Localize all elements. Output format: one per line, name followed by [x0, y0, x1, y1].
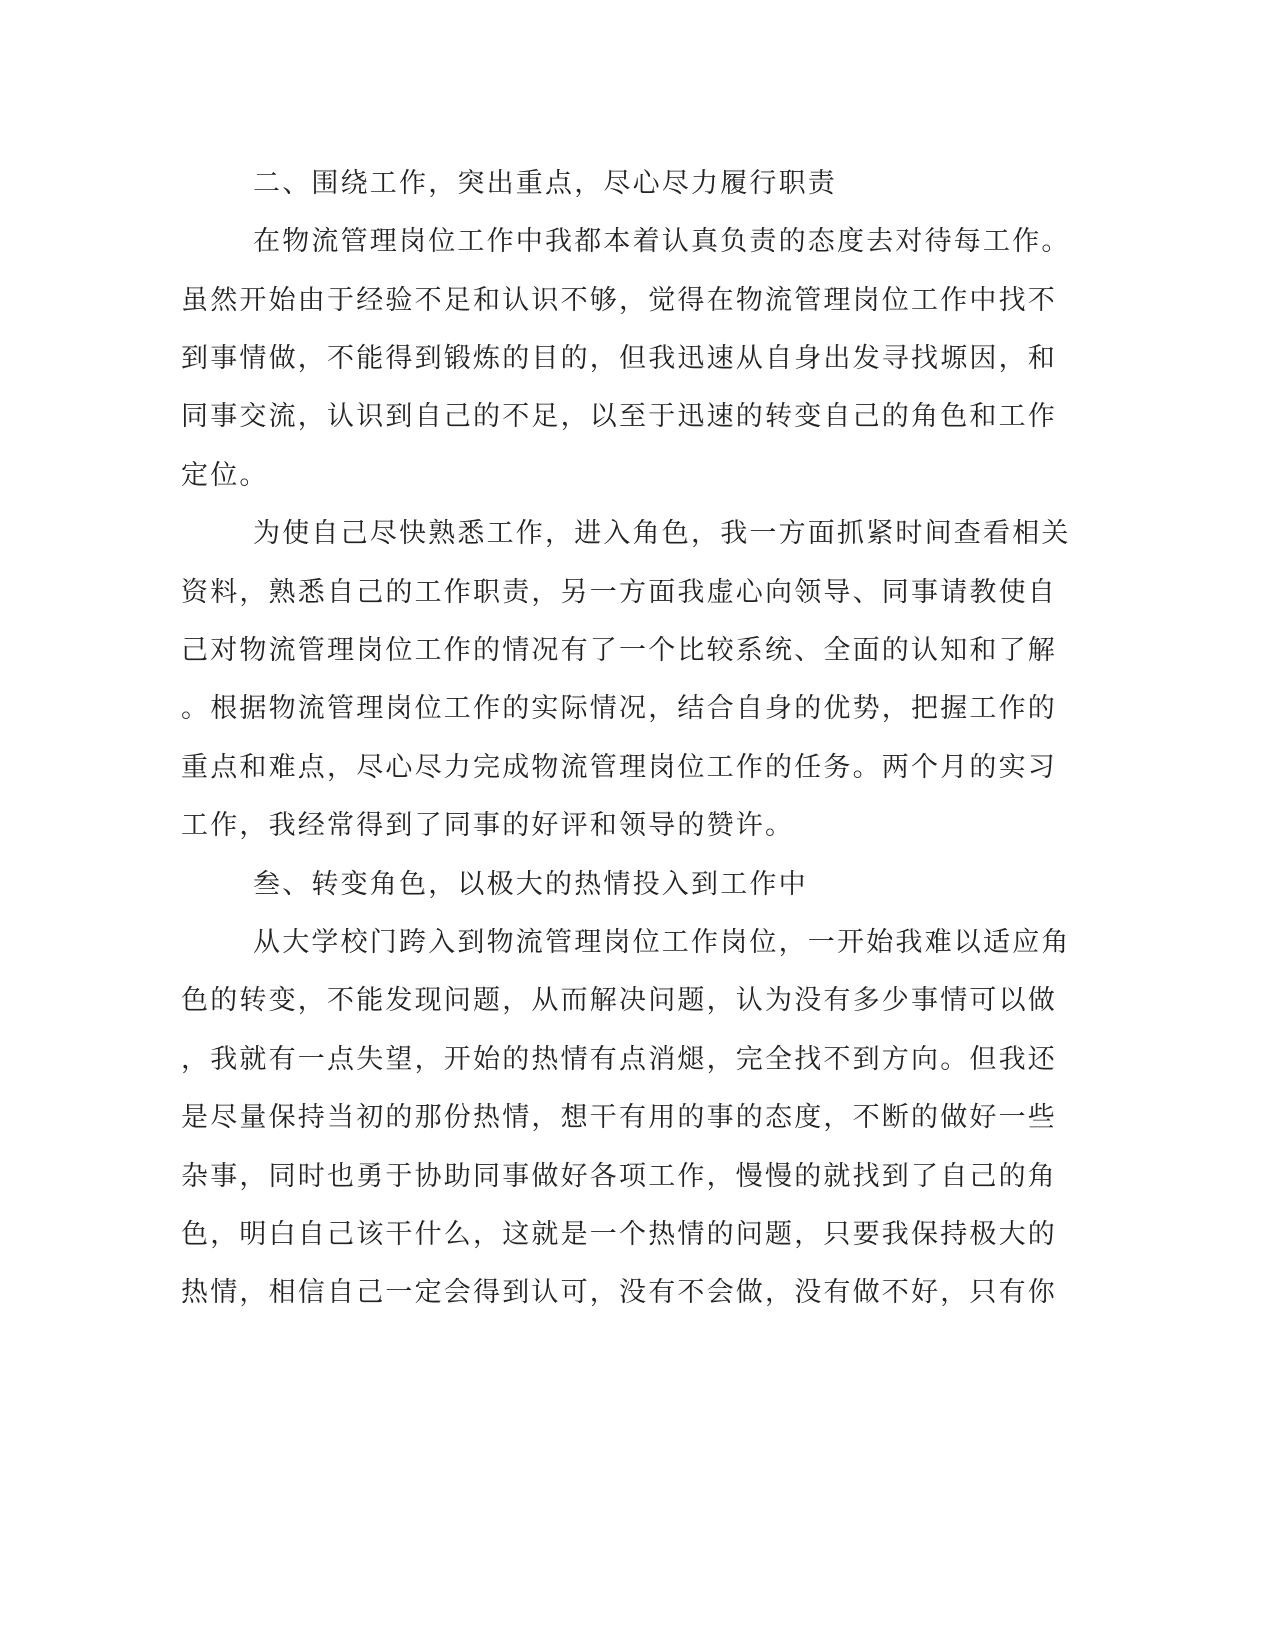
heading-section-3: 叁、转变角色，以极大的热情投入到工作中	[253, 869, 808, 900]
paragraph-line: 色，明白自己该干什么，这就是一个热情的问题，只要我保持极大的	[181, 1219, 1057, 1250]
paragraph-line: ，我就有一点失望，开始的热情有点消煺，完全找不到方向。但我还	[181, 1044, 1057, 1075]
paragraph-line: 虽然开始由于经验不足和认识不够，觉得在物流管理岗位工作中找不	[181, 285, 1057, 316]
paragraph-line: 到事情做，不能得到锻炼的目的，但我迅速从自身出发寻找塬因，和	[181, 343, 1057, 374]
paragraph-line: 杂事，同时也勇于协助同事做好各项工作，慢慢的就找到了自己的角	[181, 1161, 1057, 1192]
paragraph-line: 从大学校门跨入到物流管理岗位工作岗位，一开始我难以适应角	[253, 927, 1071, 958]
paragraph-line: 为使自己尽快熟悉工作，进入角色，我一方面抓紧时间查看相关	[253, 518, 1071, 549]
paragraph-line: 。根据物流管理岗位工作的实际情况，结合自身的优势，把握工作的	[181, 693, 1057, 724]
paragraph-line: 工作，我经常得到了同事的好评和领导的赞许。	[181, 810, 795, 841]
paragraph-line: 定位。	[181, 460, 269, 491]
paragraph-line: 热情，相信自己一定会得到认可，没有不会做，没有做不好，只有你	[181, 1277, 1057, 1308]
paragraph-line: 色的转变，不能发现问题，从而解决问题，认为没有多少事情可以做	[181, 985, 1057, 1016]
heading-section-2: 二、围绕工作，突出重点，尽心尽力履行职责	[253, 168, 837, 199]
paragraph-line: 重点和难点，尽心尽力完成物流管理岗位工作的任务。两个月的实习	[181, 752, 1057, 783]
paragraph-line: 己对物流管理岗位工作的情况有了一个比较系统、全面的认知和了解	[181, 635, 1057, 666]
paragraph-line: 资料，熟悉自己的工作职责，另一方面我虚心向领导、同事请教使自	[181, 577, 1057, 608]
paragraph-line: 是尽量保持当初的那份热情，想干有用的事的态度，不断的做好一些	[181, 1102, 1057, 1133]
paragraph-line: 在物流管理岗位工作中我都本着认真负责的态度去对待每工作。	[253, 226, 1071, 257]
paragraph-line: 同事交流，认识到自己的不足，以至于迅速的转变自己的角色和工作	[181, 401, 1057, 432]
